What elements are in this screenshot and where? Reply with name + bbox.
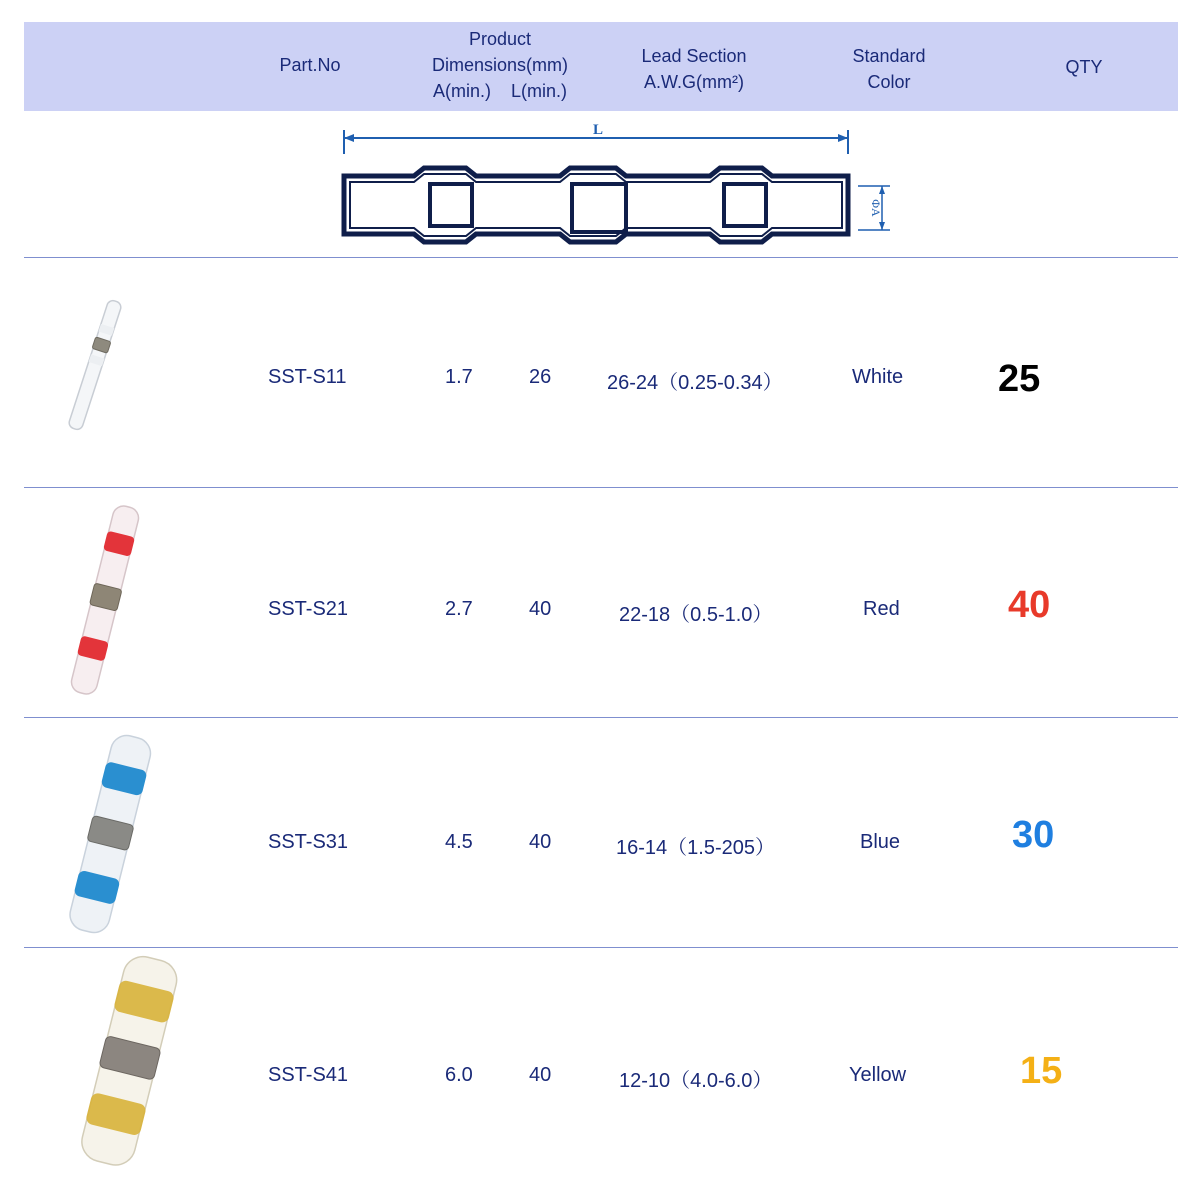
lead-section-awg: 16-14（1.5-205） — [616, 837, 775, 859]
dimension-l: 40 — [529, 598, 552, 620]
row-divider — [24, 717, 1178, 718]
header-product-line2: Dimensions(mm) — [431, 55, 568, 75]
lead-section-awg: 26-24（0.25-0.34） — [607, 372, 783, 394]
dimension-l: 26 — [529, 366, 552, 388]
diameter-label: ΦA — [869, 199, 883, 217]
connector-thumbnail-blue — [30, 730, 190, 940]
header-lead-line1: Lead Section — [641, 46, 747, 66]
dimension-l: 40 — [529, 1064, 552, 1086]
standard-color: White — [852, 366, 904, 388]
header-product-line1: Product — [468, 29, 532, 49]
length-label: L — [592, 122, 604, 138]
quantity: 15 — [1020, 1050, 1063, 1092]
part-number: SST-S31 — [268, 831, 349, 853]
dimension-a: 6.0 — [445, 1064, 473, 1086]
connector-outline-drawing — [330, 118, 890, 254]
header-part-no: Part.No — [279, 55, 341, 75]
header-qty: QTY — [1065, 57, 1103, 77]
header-color-line2: Color — [867, 72, 911, 92]
lead-section-awg: 12-10（4.0-6.0） — [619, 1070, 773, 1092]
dimension-a: 4.5 — [445, 831, 473, 853]
header-lead-section — [614, 43, 774, 95]
header-lead-line2: A.W.G(mm²) — [644, 72, 744, 92]
header-color-line1: Standard — [852, 46, 926, 66]
part-number: SST-S21 — [268, 598, 349, 620]
lead-section-awg: 22-18（0.5-1.0） — [619, 604, 773, 626]
quantity: 25 — [998, 358, 1041, 400]
standard-color: Blue — [860, 831, 901, 853]
row-divider — [24, 947, 1178, 948]
standard-color: Yellow — [849, 1064, 907, 1086]
connector-thumbnail-yellow — [40, 952, 220, 1172]
dimension-diagram — [330, 118, 890, 254]
dimension-l: 40 — [529, 831, 552, 853]
header-product-dimensions — [420, 26, 580, 104]
standard-color: Red — [863, 598, 900, 620]
header-product-line3: A(min.) L(min.) — [432, 81, 567, 101]
table-header — [24, 22, 1178, 111]
connector-thumbnail-white — [40, 290, 150, 440]
part-number: SST-S41 — [268, 1064, 349, 1086]
part-number: SST-S11 — [268, 366, 347, 388]
connector-thumbnail-red — [30, 500, 180, 700]
header-standard-color — [824, 43, 954, 95]
quantity: 40 — [1008, 584, 1051, 626]
row-divider — [24, 487, 1178, 488]
dimension-a: 1.7 — [445, 366, 473, 388]
dimension-a: 2.7 — [445, 598, 473, 620]
quantity: 30 — [1012, 814, 1055, 856]
row-divider — [24, 257, 1178, 258]
